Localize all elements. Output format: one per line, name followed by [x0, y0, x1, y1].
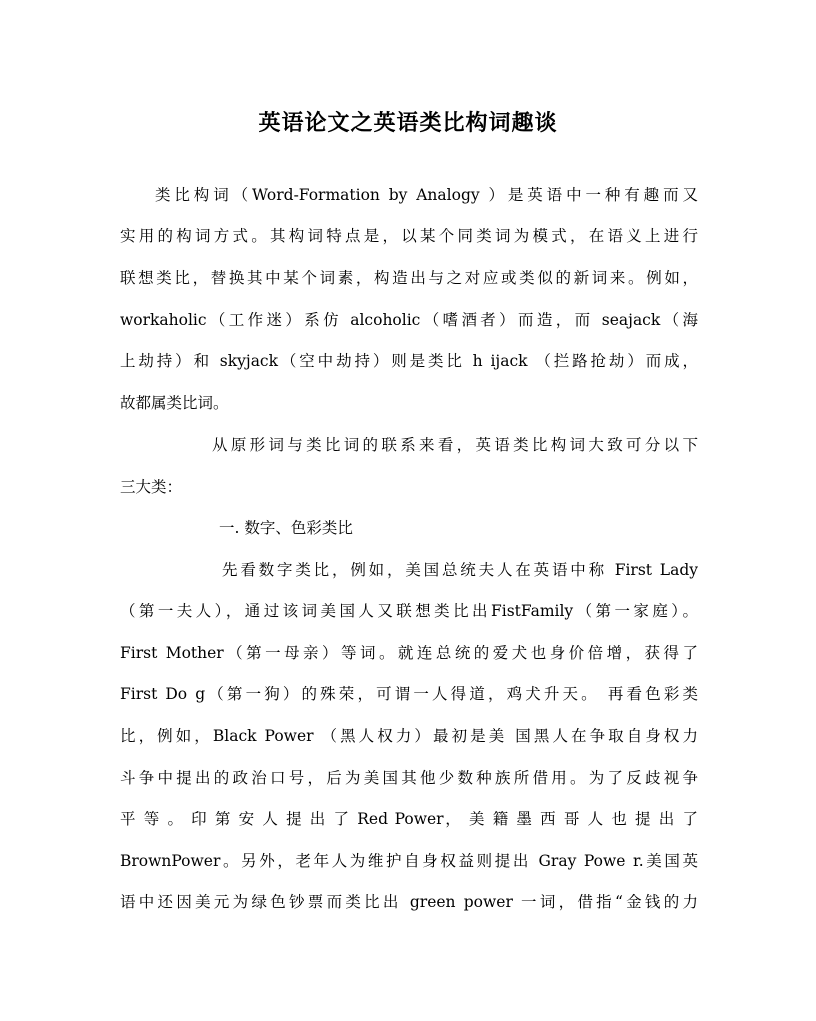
paragraph-line: BrownPower。另外，老年人为维护自身权益则提出 Gray Powe r.美国英: [120, 852, 698, 870]
paragraph-line: 斗争中提出的政治口号，后为美国其他少数种族所借用。为了反歧视争: [120, 769, 698, 787]
paragraph-line: 类比构词（Word-Formation by Analogy ）是英语中一种有趣而又: [155, 186, 698, 204]
paragraph-line: First Do g（第一狗）的殊荣，可谓一人得道，鸡犬升天。 再看色彩类: [120, 685, 698, 703]
document-title: 英语论文之英语类比构词趣谈: [258, 110, 558, 136]
paragraph-line: 平 等 。 印 第 安 人 提 出 了 Red Power， 美 籍 墨 西 哥 人 也 提 出 了: [120, 810, 698, 828]
paragraph-line: 实用的构词方式。其构词特点是，以某个同类词为模式，在语义上进行: [120, 227, 698, 245]
paragraph-line: workaholic（工作迷）系仿 alcoholic（嗜酒者）而造，而 seajack（海: [120, 311, 698, 329]
paragraph-line: 从原形词与类比词的联系来看，英语类比构词大致可分以下: [212, 436, 698, 454]
section-heading: 一. 数字、色彩类比: [219, 519, 353, 537]
paragraph-line: 先看数字类比，例如，美国总统夫人在英语中称 First Lady: [222, 561, 698, 579]
paragraph-line: 语中还因美元为绿色钞票而类比出 green power 一词，借指“金钱的力: [120, 893, 698, 911]
paragraph-line: 故都属类比词。: [120, 394, 229, 412]
paragraph-line: First Mother（第一母亲）等词。就连总统的爱犬也身价倍增，获得了: [120, 644, 698, 662]
paragraph-line: 比，例如，Black Power （黑人权力）最初是美 国黑人在争取自身权力: [120, 727, 698, 745]
paragraph-line: （第一夫人），通过该词美国人又联想类比出FistFamily（第一家庭）。: [120, 602, 698, 620]
paragraph-line: 上劫持）和 skyjack（空中劫持）则是类比 h ijack （拦路抢劫）而成，: [120, 352, 698, 370]
paragraph-line: 联想类比，替换其中某个词素，构造出与之对应或类似的新词来。例如，: [120, 269, 698, 287]
paragraph-line: 三大类：: [120, 478, 183, 496]
